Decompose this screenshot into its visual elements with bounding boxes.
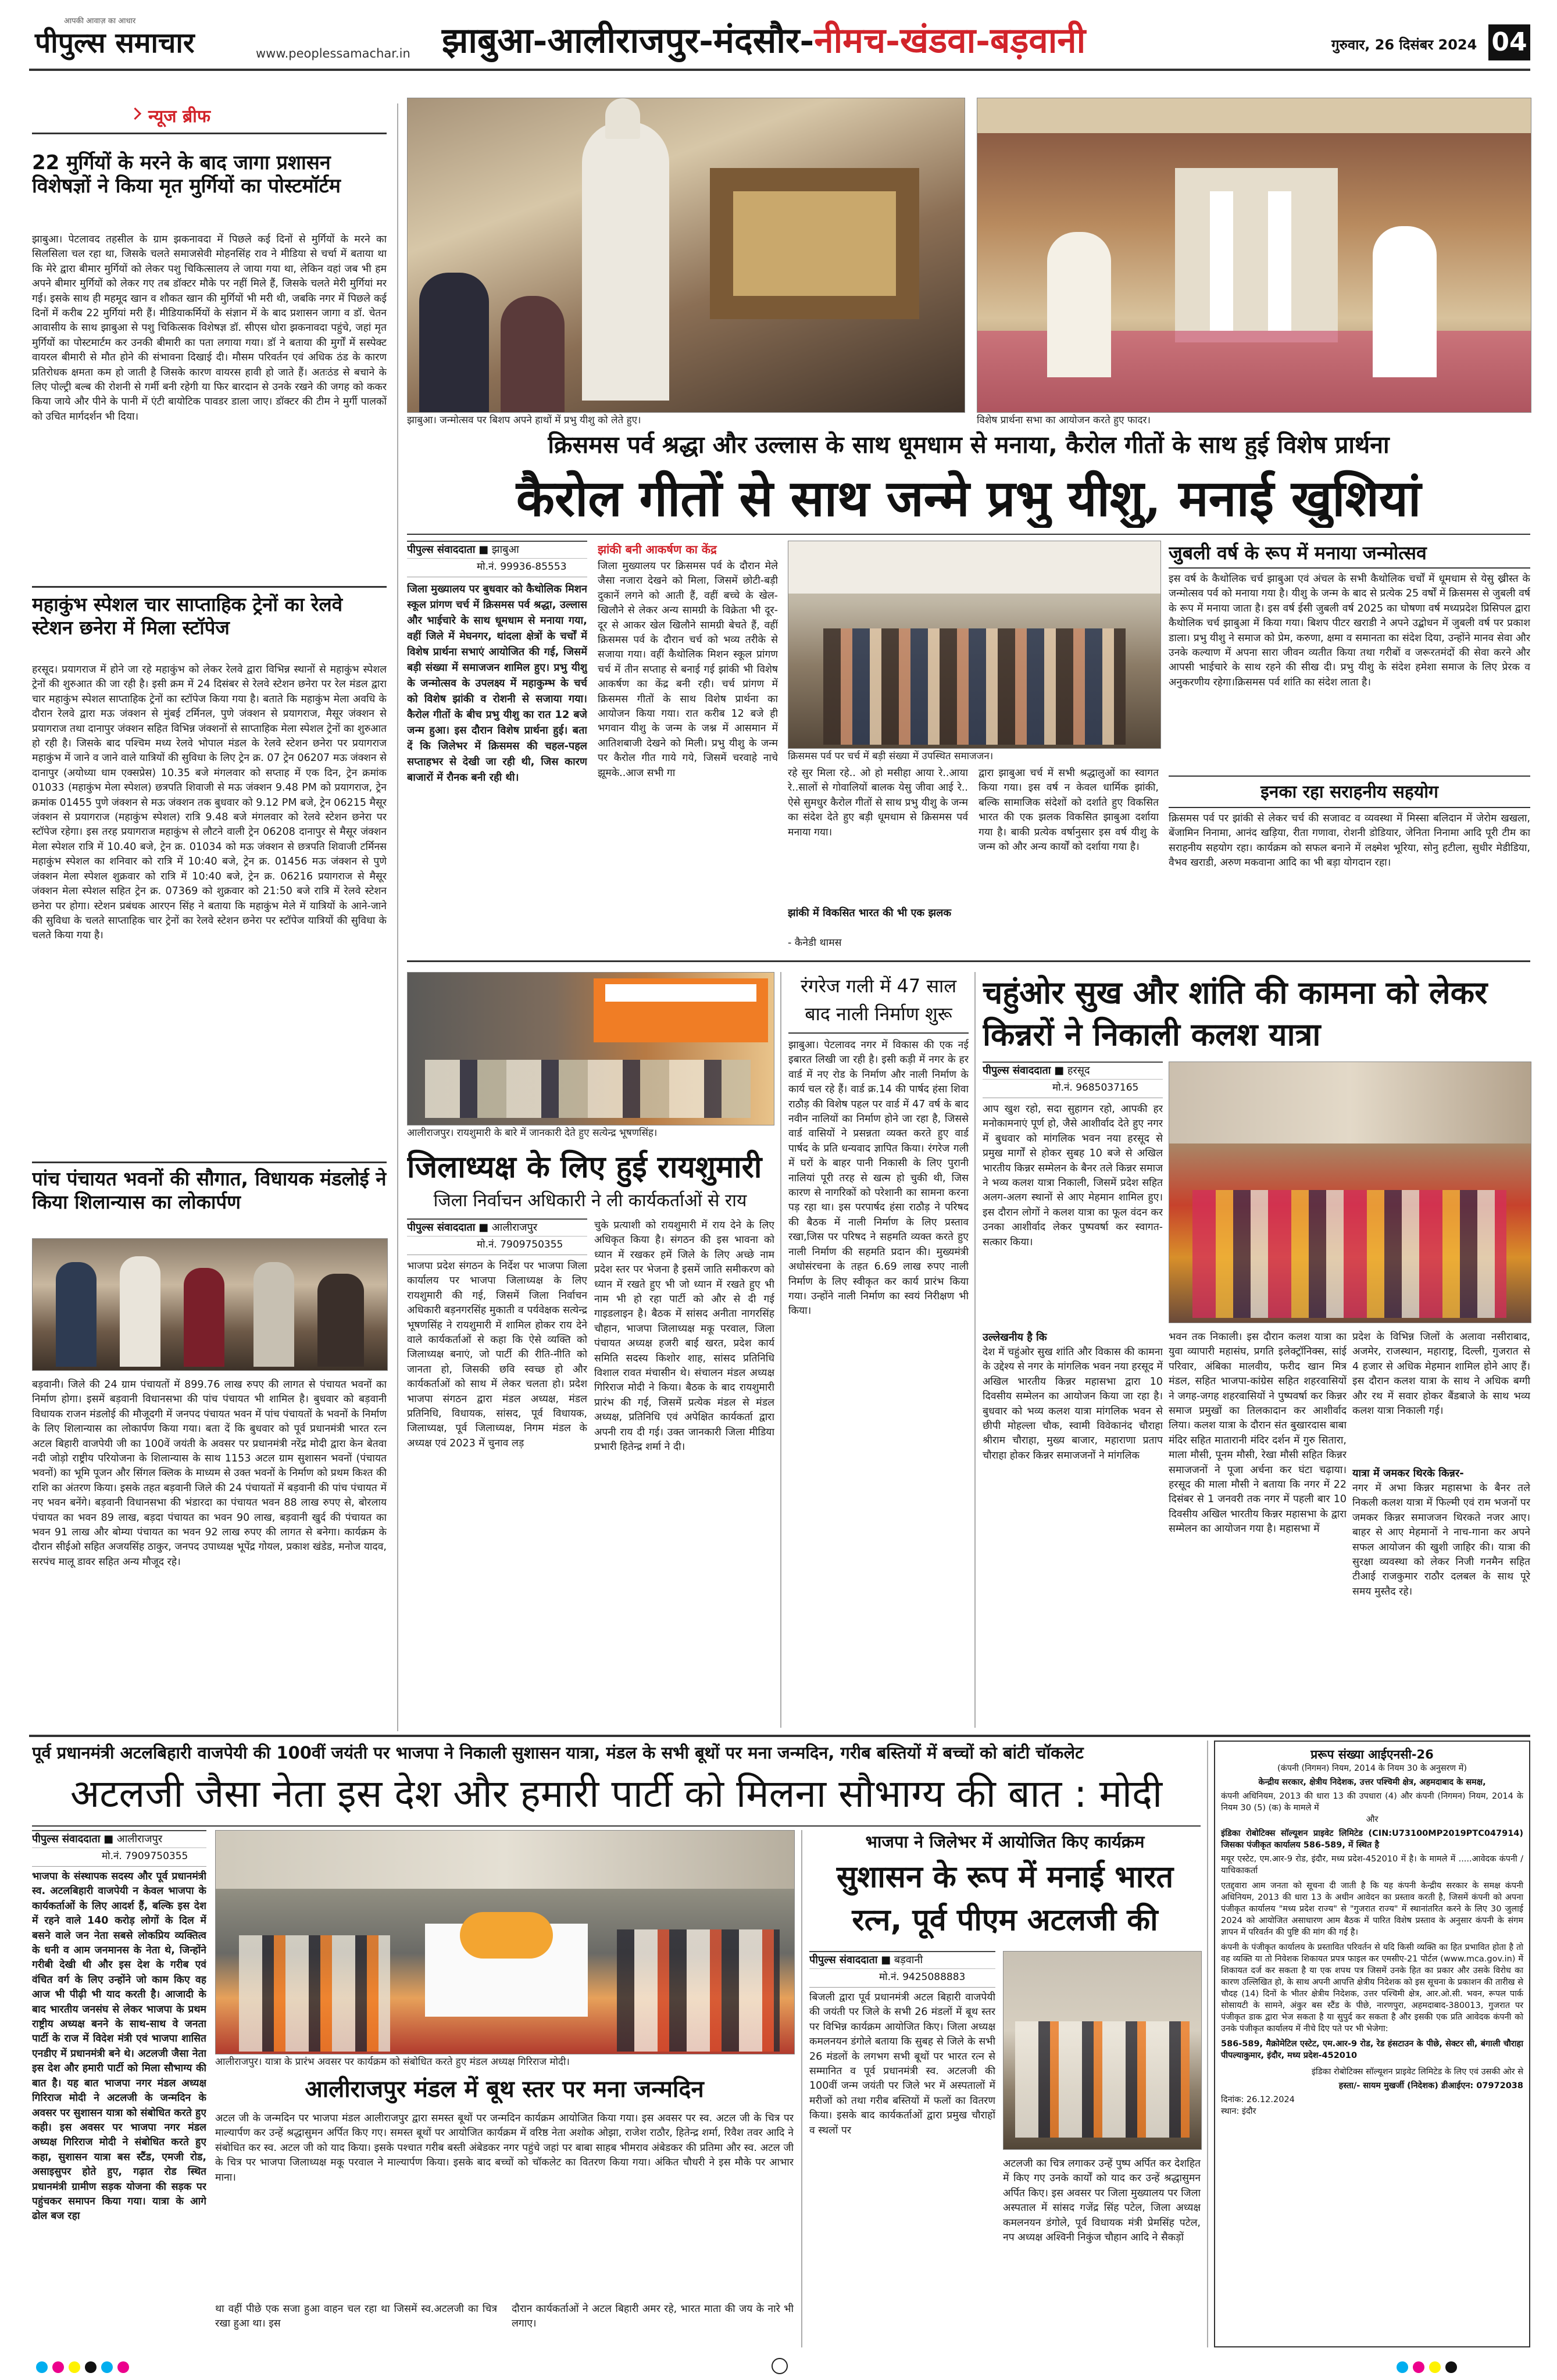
notice-and: और [1366, 1815, 1379, 1824]
kinnar-col3b: नगर में अभा किन्नर महासभा के बैनर तले निकली कलश यात्रा में फिल्मी एवं राम भजनों पर जमकर किन्नर समाजजन थिरकते नजर आए। बाहर से आए मेहमानों ने नाच-गाना कर अपने सफल आयोजन की खुशी जाहिर की। यात्रा की सुरक्षा व्यवस्था को लेकर निजी गनमैन सहित टीआई राजकुमार राठौर दलबल के साथ पूरे समय मुस्तैद रहे। [1352, 1482, 1530, 1598]
kinnar-col1b: देश में चहुंओर सुख शांति और विकास की कामना के उद्देश्य से नगर के मांगलिक भवन नया हरसूद में अखिल भारतीय किन्नर महासभा द्वारा 10 दिवसीय सम्मेलन का आयोजन किया जा रहा है। बुधवार को भव्य कलश यात्रा मांगलिक भवन से छीपी मोहल्ला चौक, स्वामी विवेकानंद चौराहा श्रीराम चौराहा, मुख्य बाजार, महाराणा प्रताप चौराहा होकर किन्नर समाजजनों ने मांगलिक [983, 1346, 1163, 1461]
bharatratna-col2: अटलजी का चित्र लगाकर उन्हें पुष्प अर्पित कर देशहित में किए गए उनके कार्यों को याद कर उन्हें श्रद्धासुमन अर्पित किए। इस अवसर पर जिला मुख्यालय पर जिला अस्पताल में सांसद गजेंद्र सिंह पटेल, जिला अध्यक्ष कमलनयन डंगोले, पूर्व विधायक मंत्री प्रेमसिंह पटेल, नप अध्यक्ष अश्विनी निकुंज चौहान आदि ने सैकड़ों [1003, 2158, 1201, 2244]
raishumari-headline: जिलाध्यक्ष के लिए हुई रायशुमारी [407, 1150, 762, 1185]
naali-body: झाबुआ। पेटलावद नगर में विकास की एक नई इबारत लिखी जा रही है। इसी कड़ी में नगर के हर वार्ड में नए रोड के निर्माण और नाली निर्माण के कार्य चल रहे हैं। वार्ड क्र.14 की पार्षद हंसा शिवा राठौड़ की विशेष पहल पर वार्ड में 47 वर्ष के बाद नवीन नालियों का निर्माण होने जा रहा है, जिससे वार्ड वासियों ने प्रसन्नता व्यक्त करते हुए वार्ड पार्षद के प्रति धन्यवाद ज्ञापित किया। रंगरेज गली में घरों के बाहर पानी निकासी के लिए पुरानी नालियां पूरी तरह से खत्म हो चुकी थी, जिस कारण से नागरिकों को परेशानी का सामना करना पड़ रहा था। इस परपार्षद हंसा राठौड़ ने परिषद की बैठक में नाली निर्माण के लिए प्रस्ताव रखा,जिस पर परिषद ने सहमति व्यक्त करते हुए नाली निर्माण की सहमति प्रदान की। मुख्यमंत्री अधोसंरचना के तहत 6.69 लाख रुपए नाली निर्माण के लिए स्वीकृत कर कार्य प्रारंभ किया गया। उन्होंने नाली निर्माण का स्वयं निरीक्षण भी किया। [788, 1039, 969, 1317]
christmas-photo-crowd [788, 541, 1161, 749]
christmas-col3b: - कैनेडी थामस [788, 937, 842, 949]
atal-headline: अटलजी जैसा नेता इस देश और हमारी पार्टी को मिलना सौभाग्य की बात : मोदी [70, 1771, 1163, 1816]
atal-photo [215, 1830, 795, 2054]
atal-byline-place: आलीराजपुर [116, 1833, 163, 1845]
raishumari-subhead: जिला निर्वाचन अधिकारी ने ली कार्यकर्ताओं से राय [433, 1191, 747, 1211]
raishumari-divider [780, 972, 781, 1728]
christmas-photo-prayer [977, 98, 1531, 413]
brief1-headline: 22 मुर्गियों के मरने के बाद जागा प्रशासन विशेषज्ञों ने किया मृत मुर्गियों का पोस्टमॉर्टम [32, 151, 341, 198]
kinnar-col1: आप खुश रहो, सदा सुहागन रहो, आपकी हर मनोकामनाएं पूर्ण हो, जैसे आशीर्वाद देते हुए नगर में बुधवार को मांगलिक भवन नया हरसूद से प्रमुख मार्गों से होकर सुबह 10 बजे से अखिल भारतीय किन्नर सम्मेलन के बैनर तले किन्नर समाज ने भव्य कलश यात्रा निकाली, जिसमें प्रदेश सहित अलग-अलग स्थानों से आए मेहमान शामिल हुए। इस दौरान लोगों ने कलश यात्रा का फूल वंदन कर उनका आशीर्वाद लेकर पुष्पवर्षा कर स्वागत-सत्कार किया। [983, 1103, 1163, 1248]
support-rule [1169, 807, 1530, 808]
notice-address: 586-589, मैक्रोमेटिल एस्टेट, एम.आर-9 रोड, रेड हंसटाउन के पीछे, सेक्टर सी, बंगाली चौराहा पीपल्याकुमार, इंदौर, मध्य प्रदेश-452010 [1221, 2039, 1523, 2060]
site-url[interactable]: www.peoplessamachar.in [256, 47, 410, 60]
atal-foot-col2: दौरान कार्यकर्ताओं ने अटल बिहारी अमर रहे, भारत माता की जय के नारे भी लगाए। [512, 2303, 794, 2330]
kinnar-byline-place: हरसूद [1067, 1064, 1090, 1077]
christmas-headline-rule [407, 534, 1530, 535]
notice-place: स्थान: इंदौर [1221, 2107, 1256, 2116]
christmas-byline-mobile: मो.नं. 99936-85553 [407, 558, 587, 575]
atal-divider [801, 1830, 802, 2347]
notice-body2: मयूर एस्टेट, एम.आर-9 रोड, इंदौर, मध्य प्रदेश-452010 में है। के मामले में .....आवेदक कंपनी / याचिकाकर्ता [1221, 1854, 1523, 1875]
kinnar-col3: प्रदेश के विभिन्न जिलों के अलावा नसीराबाद, अजमेर, राजस्थान, महाराष्ट्र, दिल्ली, गुजरात से 4 हजार से अधिक मेहमान शामिल होने आए हैं। इस दौरान कलश यात्रा के साथ ने अधिक बग्गी और रथ में सवार होकर बैंडबाजे के साथ भव्य कलश यात्रा निकाली गई। [1352, 1331, 1530, 1417]
raishumari-photo [407, 972, 774, 1125]
atal-byline-mobile: मो.नं. 7909750355 [32, 1847, 206, 1864]
jubilee-rule [1169, 567, 1530, 569]
registration-marks-icon [1395, 2360, 1512, 2374]
raishumari-photo-caption: आलीराजपुर। रायशुमारी के बारे में जानकारी देते हुए सत्येन्द्र भूषणसिंह। [407, 1127, 658, 1139]
christmas-kicker: क्रिसमस पर्व श्रद्धा और उल्लास के साथ धूमधाम से मनाया, कैरोल गीतों के साथ हुई विशेष प्रार्थना [548, 431, 1390, 459]
atal-foot-col1: था वहीं पीछे एक सजा हुआ वाहन चल रहा था जिसमें स्व.अटलजी का चित्र रखा हुआ था। इस [215, 2303, 497, 2330]
notice-sign: हस्ता/- सायम मुखर्जी (निदेशक) डीआईएन: 07972038 [1338, 2081, 1523, 2090]
brief1-body: झाबुआ। पेटलावद तहसील के ग्राम झकनावदा में पिछले कई दिनों से मुर्गियों के मरने का सिलसिला चल रहा था, जिसके चलते समाजसेवी मोहनसिंह राव ने मीडिया से चर्चा में बताया था कि मेरे द्वारा बीमार मुर्गियों को लेकर पशु चिकित्सालय ले जाया गया था, लेकिन वहां जब भी हम अपने बीमार मुर्गियों को लेकर गए तब डॉक्टर मौके पर नहीं मिले हैं, जिसके चलते मेरी मुर्गियां मर गई। इसके साथ ही महमूद खान व शौकत खान की मुर्गियों भी मरी थी, जबकि नगर में पिछले कई दिनों में करीब 22 मुर्गियां मरी हैं। मीडियाकर्मियों के संज्ञान में के बाद प्रशासन जागा व डॉ. चेतन आवासीय के साथ झाबुआ से पशु चिकित्सक विशेषज्ञ डॉ. सीएस धोरा झकनावदा पहुंचे, जहां मृत मुर्गियों का पोस्टमार्टम कर उनकी बीमारी का पता लगाया गया। डॉ ने बताया की मुर्गों में सस्पेक्ट वायरल बीमारी से मौत होने की संभावना दिखाई दी। मौसम परिवर्तन एवं अधिक ठंड के कारण प्रतिरोधक क्षमता कम हो जाती है जिसके कारण वायरस हावी हो जाते हैं। अतःठंड से बचाने के लिए पोल्ट्री बल्ब की रोशनी से गर्मी बनी रहेगी या फिर बारदान से उनके रखने की जगह को ककर किया जाये और पीने के पानी में एंटी बायोटिक पावडर डाला जाए। डॉक्टर की टीम ने मुर्गी पालकों को उचित मार्गदर्शन भी दिया। [32, 234, 387, 423]
atal-photo-caption: आलीराजपुर। यात्रा के प्रारंभ अवसर पर कार्यक्रम को संबोधित करते हुए मंडल अध्यक्ष गिरिराज मोदी। [215, 2056, 570, 2068]
brief-chevron-icon [131, 109, 145, 120]
kinnar-byline-mobile: मो.नं. 9685037165 [983, 1079, 1163, 1096]
bharatratna-byline-mobile: मो.नं. 9425088883 [809, 1968, 995, 1985]
atal-col1: भाजपा के संस्थापक सदस्य और पूर्व प्रधानमंत्री स्व. अटलबिहारी वाजपेयी न केवल भाजपा के कार्यकर्ताओं के लिए आदर्श हैं, बल्कि इस देश में रहने वाले 140 करोड़ लोगों के दिल में बसने वाले जन नेता सबसे लोकप्रिय व्यक्तित्व के धनी व आम जनमानस के नेता थे, जिन्होंने गरीबी देखी थी और इस देश के गरीब एवं वंचित वर्ग के लिए उन्होंने जो काम किए वह आज भी पीढ़ी भी याद करती है। आजादी के बाद भारतीय जनसंघ से लेकर भाजपा के प्रथम राष्ट्रीय अध्यक्ष बनने के साथ-साथ वे जनता पार्टी के राज में विदेश मंत्री एवं भाजपा शासित एनडीए में प्रधानमंत्री बने थे। अटलजी जैसा नेता इस देश और हमारी पार्टी को मिला सौभाग्य की बात है। यह बात भाजपा नगर मंडल अध्यक्ष गिरिराज मोदी ने अटलजी के जन्मदिन के अवसर पर सुशासन यात्रा को संबोधित करते हुए कही। इस अवसर पर भाजपा नगर मंडल अध्यक्ष गिरिराज मोदी ने संबोधित करते हुए कहा, सुशासन यात्रा बस स्टैंड, एमजी रोड, असाइसुपर होते हुए, गढ़ात रोड स्थित प्रधानमंत्री ग्रामीण सड़क योजना की सड़क पर पहुंचकर समापन किया गया। यात्रा के आगे ढोल बज रहा [32, 1871, 206, 2222]
raishumari-byline-name: पीपुल्स संवाददाता [407, 1221, 476, 1234]
brief2-body: हरसूद। प्रयागराज में होने जा रहे महाकुंभ को लेकर रेलवे द्वारा विभिन्न स्थानों से महाकुंभ स्पेशल ट्रेनों की शुरुआत की जा रही है। इसी क्रम में 24 दिसंबर से रेलवे स्टेशन छनेरा पर रेल मंडल द्वारा चार महाकुंभ स्पेशल साप्ताहिक ट्रेनों का स्टॉपेज किया गया है। बताते कि महाकुंभ मेला अवधि के दौरान रेलवे द्वारा मऊ जंक्शन से मुंबई टर्मिनल, पुणे जंक्शन से प्रयागराज, मैसूर जंक्शन से प्रयागराज तथा दानापुर जंक्शन सहित विभिन्न जंक्शनों से साप्ताहिक मेला स्पेशल ट्रेनों का शुरुआत हो रही है। जिसके बाद पश्चिम मध्य रेलवे भोपाल मंडल के रेलवे स्टेशन छनेरा पर प्रयागराज महाकुंभ में जाने व जाने वाले यात्रियों की सुविधा के लिए ट्रेन क्र. 07 ट्रेन 06207 मऊ जंक्शन से दानापुर (अयोध्या धाम एक्सप्रेस) 10.35 बजे मंगलवार को सप्ताह में एक दिन, ट्रेन क्रमांक 01033 (महाकुंभ मेला स्पेशल) छत्रपति शिवाजी से मऊ जंक्शन 9.48 PM को प्रयागराज, ट्रेन क्रमांक 01455 पुणे जंक्शन से मऊ जंक्शन तक बुधवार को 9.12 PM बजे, ट्रेन 06215 मैसूर जंक्शन से प्रयागराज (महाकुंभ स्पेशल) रात्रि 9.48 बजे मंगलवार को रेलवे स्टेशन छनेरा पर स्टॉपेज रहेगा। इस तरह प्रयागराज महाकुंभ से लौटने वाली ट्रेन 06208 दानापुर से मैसूर जंक्शन मेला स्पेशल रात्रि में 10.40 बजे, ट्रेन क्र. 01034 को मऊ जंक्शन से छत्रपति शिवाजी टर्मिनस महाकुंभ स्पेशल का शनिवार को रात्रि में 10:40 बजे, ट्रेन क्र. 01456 मऊ जंक्शन से पुणे जंक्शन मेला स्पेशल शुक्रवार को रात्रि में 10:40 बजे, ट्रेन क्र. 06216 प्रयागराज से मैसूर जंक्शन मेला स्पेशल सहित ट्रेन क्र. 07369 को शुक्रवार को 21:50 बजे रात्रि में रेलवे स्टेशन छनेरा पर होगा। स्टेशन प्रबंधक आरएन सिंह ने बताया कि महाकुंभ मेले में यात्रियों के आने-जाने की सुविधा के चलते साप्ताहिक चार ट्रेनों का रेलवे स्टेशन छनेरा पर स्टॉपेज यात्रियों की सुविधा के चलते किया गया है। [32, 664, 387, 942]
atal-kicker: पूर्व प्रधानमंत्री अटलबिहारी वाजपेयी की 100वीं जयंती पर भाजपा ने निकाली सुशासन यात्रा, मंडल के सभी बूथों पर मना जन्मदिन, गरीब बस्तियों में बच्चों को बांटी चॉकलेट [32, 1743, 1084, 1763]
kinnar-sub2: यात्रा में जमकर थिरके किन्नर- [1352, 1467, 1464, 1480]
christmas-byline: पीपुल्स संवाददाता ■ झाबुआ मो.नं. 99936-85553 [407, 541, 587, 577]
brief3-headline: पांच पंचायत भवनों की सौगात, विधायक मंडलोई ने किया शिलान्यास का लोकार्पण [32, 1167, 387, 1213]
support-headline: इनका रहा सराहनीय सहयोग [1260, 782, 1438, 802]
brief3-body: बड़वानी। जिले की 24 ग्राम पंचायतों में 899.76 लाख रुपए की लागत से पंचायत भवनों का निर्माण होगा। इसमें बड़वानी विधानसभा की पांच पंचायत भी शामिल है। बुधवार को बड़वानी विधायक राजन मंडलोई की मौजूदगी में जनपद पंचायत भवन में पांच पंचायतों के भवनों के निर्माण के लिए शिलान्यास का लोकार्पण किया गया। बता दें कि बुधवार को पूर्व प्रधानमंत्री भारत रत्न अटल बिहारी वाजपेयी जी का 100वें जयंती के अवसर पर प्रधानमंत्री नरेंद्र मोदी द्वारा केन बेतवा नदी जोड़ो राष्ट्रीय परियोजना के शिलान्यास के साथ 1153 अटल ग्राम सुशासन भवनों (पंचायत भवनों) का भूमि पूजन और सिंगल क्लिक के माध्यम से उक्त भवनों के निर्माण को प्रथम किश्त की राशि का अंतरण किया। इसके तहत बड़वानी जिले की 24 पंचायतों में बड़वानी की पांच पंचायत में नए भवन बनेंगे। बड़वानी विधानसभा की भंडारदा का पंचायत भवन 88 लाख रुपए से, बोरलाय पंचायत का भवन 89 लाख, बड़दा पंचायत का भवन 90 लाख, बड़वानी खुर्द की पंचायत का भवन 91 लाख और बोम्या पंचायत का भवन 92 लाख रुपए की लागत से बनेगा। कार्यक्रम के दौरान सीईओ सहित अजयसिंह ठाकुर, जनपद उपाध्यक्ष भूपेंद्र गोयल, प्रकाश खंडेड, मनोज यादव, सरपंच मालू डावर सहित अन्य मौजूद रहे। [32, 1379, 387, 1568]
kinnar-col2: भवन तक निकाली। इस दौरान कलश यात्रा का युवा व्यापारी महासंघ, प्रगति इलेक्ट्रॉनिक्स, सांई परिवार, अंबिका मालवीय, फरीद खान मित्र मंडल, सहित भाजपा-कांग्रेस सहित शहरवासियों ने जगह-जगह शहरवासियों ने पुष्पवर्षा कर किन्नर समाज प्रमुखों का तिलकादान कर आशीर्वाद लिया। कलश यात्रा के दौरान संत बुखारदास बाबा मंदिर सहित मातारानी मंदिर दर्शन में गुरु सितारा, माला मौसी, पूनम मौसी, रेखा मौसी सहित किन्नर समाजजनों ने पूजा अर्चना कर घंटा चढ़ाया। हरसूद की माला मौसी ने बताया कि नगर में 22 दिसंबर से 1 जनवरी तक नगर में पहली बार 10 दिवसीय अखिल भारतीय किन्नर महासभा के द्वारा सम्मेलन का आयोजन गया है। महासभा में [1169, 1331, 1347, 1535]
notice-to: केन्द्रीय सरकार, क्षेत्रीय निदेशक, उत्तर पश्चिमी क्षेत्र, अहमदाबाद के समक्ष, [1258, 1778, 1486, 1787]
bharatratna-col1: बिजली द्वारा पूर्व प्रधानमंत्री अटल बिहारी वाजपेयी की जयंती पर जिले के सभी 26 मंडलों में बूथ स्तर पर विभिन्न कार्यक्रम आयोजित किए। जिला अध्यक्ष कमलनयन डंगोले बताया कि सुबह से जिले के सभी 26 मंडलों के लगभग सभी बूथों पर भारत रत्न से सम्मानित व पूर्व प्रधानमंत्री स्व. अटलजी की 100वीं जन्म जयंती पर जिले भर में अस्पतालों में मरीजों को तथा गरीब बस्तियों में फलों का वितरण किया। इसके बाद कार्यकर्ताओं द्वारा प्रमुख चौराहों व स्थलों पर [809, 1992, 995, 2136]
notice-subtitle: (कंपनी (निगमन) नियम, 2014 के नियम 30 के अनुसरण में) [1277, 1764, 1467, 1773]
center-crop-mark-icon [772, 2358, 788, 2374]
notice-for: इंडिका रोबोटिक्स सॉल्यूशन प्राइवेट लिमिटेड के लिए एवं उसकी ओर से [1311, 2067, 1523, 2077]
bharatratna-byline: पीपुल्स संवाददाता ■ बड़वानी मो.नं. 9425088883 [809, 1951, 995, 1988]
christmas-lead: जिला मुख्यालय पर बुधवार को कैथोलिक मिशन स्कूल प्रांगण चर्च में क्रिसमस पर्व श्रद्धा, उल्लास और भाईचारे के साथ धूमधाम से मनाया गया, वहीं जिले में मेघनगर, थांदला क्षेत्रों के चर्चों में विशेष प्रार्थना सभाएं आयोजित की गई, जिसमें बड़ी संख्या में समाजजन शामिल हुए। प्रभु यीशु के जन्मोत्सव के उपलक्ष्य में महाकुम्भ के चर्च को विशेष झांकी व रोशनी से सजाया गया। कैरोल गीतों के बीच प्रभु यीशु का रात 12 बजे जन्म हुआ। इस दौरान विशेष प्रार्थना हुई। बता दें कि जिलेभर में क्रिसमस की चहल-पहल सप्ताहभर से देखी जा रही थी, जिस कारण बाजारों में रौनक बनी रही थी। [407, 583, 587, 784]
christmas-byline-place: झाबुआ [491, 544, 519, 556]
christmas-photo-bishop-caption: झाबुआ। जन्मोत्सव पर बिशप अपने हाथों में प्रभु यीशु को लेते हुए। [407, 414, 641, 426]
kinnar-photo [1169, 1062, 1531, 1323]
bharatratna-byline-name: पीपुल्स संवाददाता [809, 1954, 878, 1966]
raishumari-col1: भाजपा प्रदेश संगठन के निर्देश पर भाजपा जिला कार्यालय पर भाजपा जिलाध्यक्ष के लिए रायशुमारी की गई, जिसमें जिला निर्वाचन अधिकारी बड़नगरसिंह मुकाती व पर्यवेक्षक सत्येन्द्र भूषणसिंह ने रायशुमारी में शामिल होकर राय देने वाले कार्यकर्ताओं से कहा कि ऐसे व्यक्ति को जिलाध्यक्ष बनाएं, जो पार्टी की रीति-नीति को जानता हो, जिसकी छवि स्वच्छ हो और कार्यकर्ताओं को साथ में लेकर चलता हो। प्रदेश भाजपा संगठन द्वारा मंडल अध्यक्ष, मंडल प्रतिनिधि, विधायक, सांसद, पूर्व विधायक, जिलाध्यक्ष, पूर्व जिलाध्यक्ष, निगम मंडल के अध्यक्ष एवं 2023 में चुनाव लड़ [407, 1260, 587, 1449]
brief3-photo [32, 1238, 388, 1371]
bharatratna-headline: सुशासन के रूप में मनाई भारत रत्न, पूर्व पीएम अटलजी की [836, 1860, 1174, 1938]
print-color-marks-right [1395, 2360, 1512, 2374]
raishumari-byline: पीपुल्स संवाददाता ■ आलीराजपुर मो.नं. 7909750355 [407, 1218, 587, 1255]
naali-divider [974, 972, 976, 1728]
section-title [442, 15, 1085, 63]
support-body: क्रिसमस पर्व पर झांकी से लेकर चर्च की सजावट व व्यवस्था में मिस्सा बलिदान में जेरोम खखला, बेंजामिन निनामा, आनंद खड़िया, रीता गणावा, रोशनी डोडियार, जेनिता निनामा आदि पूरी टीम का सराहनीय सहयोग रहा। कार्यक्रम को सफल बनाने में लक्ष्मेश भूरिया, सोनु हटीला, सुधीर मेडीडिया, वैभव खराडी, अरुण मकवाना आदि का भी बड़ा योगदान रहा। [1169, 813, 1530, 869]
atal-sub-headline: आलीराजपुर मंडल में बूथ स्तर पर मना जन्मदिन [305, 2076, 704, 2103]
notice-company: इंडिका रोबोटिक्स सॉल्यूशन प्राइवेट लिमिटेड (CIN:U73100MP2019PTC047914) जिसका पंजीकृत कार्यालय 586-589, में स्थित है [1221, 1829, 1523, 1850]
atal-sub-body: अटल जी के जन्मदिन पर भाजपा मंडल आलीराजपुर द्वारा समस्त बूथों पर जन्मदिन कार्यक्रम आयोजित किया गया। इस अवसर पर स्व. अटल जी के चित्र पर माल्यार्पण कर उन्हें श्रद्धासुमन अर्पित किए गए। समस्त बूथों पर आयोजित कार्यक्रम में वरिष्ठ नेता अशोक ओझा, राजेश राठौर, हितेन्द्र शर्मा, रिवैश तवर आदि ने संबोधित कर स्व. अटल जी को याद किया। इसके पश्चात गरीब बस्ती अंबेडकर नगर पहुंचे जहां पर बाबा साहब भीमराव अंबेडकर की प्रतिमा और स्व. अटल जी के चित्र पर भाजपा जिलाध्यक्ष मकू परवाल ने माल्यार्पण किया। इसके बाद बच्चों को चॉकलेट का वितरण किया गया। अंकित चौधरी ने इस मौके पर आभार माना। [215, 2113, 794, 2184]
masthead-rule [29, 69, 1530, 71]
christmas-photo-prayer-caption: विशेष प्रार्थना सभा का आयोजन करते हुए फादर। [977, 414, 1151, 426]
brief-label: न्यूज ब्रीफ [148, 106, 210, 127]
print-color-marks-left [35, 2360, 186, 2374]
logo-tagline: आपकी आवाज़ का आधार [64, 17, 136, 26]
issue-date: गुरुवार, 26 दिसंबर 2024 [1331, 37, 1477, 53]
notice-body4: कंपनी के पंजीकृत कार्यालय के प्रस्तावित परिवर्तन से यदि किसी व्यक्ति का हित प्रभावित होता है तो वह व्यक्ति या तो निवेशक शिकायत प्रपत्र फाइल कर एमसीए-21 पोर्टल (www.mca.gov.in) में शिकायत दर्ज कर सकता है या एक शपथ पत्र जिसमें उनके हित का प्रकार और उसके विरोध का कारण उल्लिखित हो, के साथ अपनी आपत्ति क्षेत्रीय निदेशक को इस सूचना के प्रकाशन की तारीख से चौदह (14) दिनों के भीतर क्षेत्रीय निदेशक, उत्तर पश्चिमी क्षेत्र, आर.ओ.सी. भवन, रूपल पार्क सोसायटी के सामने, अंकुर बस स्टैंड के पीछे, नारणपुरा, अहमदाबाद-380013, गुजरात पर पंजीकृत डाक द्वारा भेज सकता है या सुपुर्द कर सकता है और इसकी एक प्रति आवेदक कंपनी को उनके पंजीकृत कार्यालय में नीचे दिए पते पर भी भेजेगा: [1221, 1943, 1523, 2034]
kinnar-byline: पीपुल्स संवाददाता ■ हरसूद मो.नं. 9685037165 [983, 1062, 1163, 1098]
christmas-col2: जिला मुख्यालय पर क्रिसमस पर्व के दौरान मेले जैसा नजारा देखने को मिला, जिसमें छोटी-बड़ी दुकानें लगने को आती हैं, वहीं बच्चे के खेल-खिलौने से लेकर अन्य सामग्री के विक्रेता भी दूर-दूर से आकर खेल खिलौने सामग्री बेचते हैं, वहीं क्रिसमस पर्व के दौरान चर्च को भव्य तरीके से सजाया गया। वहीं कैथोलिक मिशन स्कूल प्रांगण चर्च में तीन सप्ताह से बनाई गई झांकी भी विशेष आकर्षण का केंद्र बनी रही। चर्च प्रांगण में क्रिसमस गीतों के साथ विशेष प्रार्थना का आयोजन किया गया। रात करीब 12 बजे ही भगवान यीशु के जन्म के जश्न में आसमान में आतिशबाजी देखने को मिली। प्रभु यीशु के जन्म पर कैरोल गीत गाये गये, जिसमें चरवाहे नाचे झूमके..आज सभी गा [598, 560, 778, 779]
christmas-byline-name: पीपुल्स संवाददाता [407, 544, 476, 556]
christmas-sub1: झांकी बनी आकर्षण का केंद्र [598, 542, 717, 556]
page-number: 04 [1488, 24, 1530, 60]
christmas-headline: कैरोल गीतों से साथ जन्मे प्रभु यीशु, मनाई खुशियां [516, 470, 1422, 528]
notice-body1: कंपनी अधिनियम, 2013 की धारा 13 की उपधारा (4) और कंपनी (निगमन) नियम, 2014 के नियम 30 (5) (क) के मामले में [1221, 1792, 1523, 1813]
jubilee-headline: जुबली वर्ष के रूप में मनाया जन्मोत्सव [1169, 542, 1427, 564]
christmas-bottom-rule [407, 960, 1530, 962]
christmas-photo-crowd-caption: क्रिसमस पर्व पर चर्च में बड़ी संख्या में उपस्थित समाजजन। [788, 751, 994, 762]
legal-notice [1214, 1741, 1530, 2347]
kinnar-sub1: उल्लेखनीय है कि [983, 1331, 1047, 1343]
logo-text: पीपुल्स समाचार [35, 27, 195, 59]
notice-title: प्ररूप संख्या आईएनसी-26 [1310, 1748, 1434, 1761]
jubilee-body: इस वर्ष के कैथोलिक चर्च झाबुआ एवं अंचल के सभी कैथोलिक चर्चों में धूमधाम से येसु ख्रीस्त के जन्मोत्सव पर्व को मनाया गया है। यीशु के जन्म के बाद से प्रत्येक 25 वर्षों में क्रिसमस से जुबली वर्ष के रूप में मनाया जाता है। इस वर्ष ईसी जुबली वर्ष 2025 का घोषणा वर्ष मध्यप्रदेश प्रिसिपल द्वारा कैथोलिक चर्च झाबुआ में किया गया। बिशप पीटर खराडी ने अपने उद्बोधन में जुबली वर्ष पर प्रकाश डाला। प्रभु यीशु ने समाज को प्रेम, करुणा, क्षमा व समानता का संदेश दिया, उन्होंने मानव सेवा और उनके कल्याण में अपना सारा जीवन व्यतीत किया तथा गरीबों व जरूरतमंदों की सेवा करने और आपसी भाईचारे के साथ रहने की सीख दी। प्रभु यीशु के संदेश हमेशा समाज के लिए प्रेरक व अनुकरणीय रहेगा।क्रिसमस पर्व शांति का संदेश लाता है। [1169, 573, 1530, 688]
news-brief-label [32, 103, 387, 129]
bharatratna-kicker: भाजपा ने जिलेभर में आयोजित किए कार्यक्रम [865, 1832, 1145, 1852]
atal-byline: पीपुल्स संवाददाता ■ आलीराजपुर मो.नं. 7909750355 [32, 1830, 206, 1867]
brief3-rule [32, 1162, 387, 1163]
notice-body3: एतद्द्वारा आम जनता को सूचना दी जाती है कि यह कंपनी केन्द्रीय सरकार के समक्ष कंपनी अधिनियम, 2013 की धारा 13 के अधीन आवेदन का प्रस्ताव करती है, जिसमें कंपनी को अपना पंजीकृत कार्यालय "मध्य प्रदेश राज्य" से "गुजरात राज्य" में स्थानांतरित करने के लिए 30 जुलाई 2024 को आयोजित असाधारण आम बैठक में पारित विशेष प्रस्ताव के अनुसार कंपनी के संगम ज्ञापन में परिवर्तन की पुष्टि की मांग की गई है। [1221, 1881, 1523, 1937]
christmas-photo-bishop [407, 98, 965, 413]
middle-section-rule [29, 1735, 1530, 1737]
notice-divider [1207, 1741, 1208, 2347]
christmas-col3: रहे सुर मिला रहे.. ओ हो मसीहा आया रे..आया रे..सालों से गोवालियों बालक येसु जीवा आई रे.. ऐसे सुमधुर कैरोल गीतों से साथ प्रभु यीशु के जन्म का संदेश देते हुए बड़ी धूमधाम से क्रिसमस पर्व मनाया गया। [788, 767, 968, 838]
masthead [0, 0, 1557, 70]
christmas-sub2: झांकी में विकसित भारत की भी एक झलक [788, 907, 952, 919]
bharatratna-byline-place: बड़वानी [894, 1954, 923, 1966]
bharatratna-photo [1003, 1951, 1202, 2150]
section-title-black: झाबुआ-आलीराजपुर-मंदसौर- [442, 20, 815, 61]
atal-byline-name: पीपुल्स संवाददाता [32, 1833, 101, 1845]
raishumari-col2: चुके प्रत्याशी को रायशुमारी में राय देने के लिए अधिकृत किया है। संगठन की इस भावना को ध्यान में रखकर हमें जिले के लिए अच्छे नाम प्रदेश स्तर पर भेजना है इसमें जाति समीकरण को ध्यान में रखते हुए भी जो ध्यान में रखते हुए भी नाम भी हो रहा पार्टी को और से दी गई गाइडलाइन है। बैठक में सांसद अनीता नागरसिंह चौहान, भाजपा जिलाध्यक्ष मकू परवाल, जिला पंचायत अध्यक्ष हजरी बाई खरत, प्रदेश कार्य समिति सदस्य किशोर शाह, सांसद प्रतिनिधि विशाल रावत मंचासीन थे। संचालन मंडल अध्यक्ष गिरिराज मोदी ने किया। बैठक के बाद रायशुमारी प्रारंभ की गई, जिसमें प्रत्येक मंडल से मंडल अध्यक्ष, प्रतिनिधि एवं अपेक्षित कार्यकर्ता द्वारा अपनी राय दी गई। उक्त जानकारी जिला मीडिया प्रभारी हितेन्द्र शर्मा ने दी। [594, 1220, 774, 1453]
left-column-divider [397, 103, 398, 1731]
kinnar-byline-name: पीपुल्स संवाददाता [983, 1064, 1051, 1077]
raishumari-byline-place: आलीराजपुर [491, 1221, 538, 1234]
atal-headline-rule [32, 1825, 1201, 1827]
naali-rule [788, 1032, 969, 1034]
logo [35, 17, 250, 59]
brief2-headline: महाकुंभ स्पेशल चार साप्ताहिक ट्रेनों का रेलवे स्टेशन छनेरा में मिला स्टॉपेज [32, 593, 343, 639]
brief-rule [32, 133, 387, 134]
support-top-rule [1169, 776, 1530, 777]
kinnar-headline: चहुंओर सुख और शांति की कामना को लेकर किन्नरों ने निकाली कलश यात्रा [983, 974, 1488, 1053]
notice-date: दिनांक: 26.12.2024 [1221, 2095, 1295, 2104]
section-title-red: नीमच-खंडवा-बड़वानी [814, 20, 1086, 61]
naali-headline: रंगरेज गली में 47 साल बाद नाली निर्माण शुरू [800, 975, 957, 1025]
brief2-rule [32, 586, 387, 588]
raishumari-byline-mobile: मो.नं. 7909750355 [407, 1236, 587, 1253]
christmas-col4: द्वारा झाबुआ चर्च में सभी श्रद्धालुओं का स्वागत किया गया। इस वर्ष न केवल धार्मिक झांकी, बल्कि सामाजिक संदेशों को दर्शाते हुए विकसित भारत की एक झलक विकसित झाबुआ दर्शाया गया है। बाकी प्रत्येक वर्षानुसार इस वर्ष यीशु के जन्म को और अन्य कार्यों को दर्शाया गया है। [979, 767, 1159, 853]
registration-marks-icon [35, 2360, 186, 2374]
